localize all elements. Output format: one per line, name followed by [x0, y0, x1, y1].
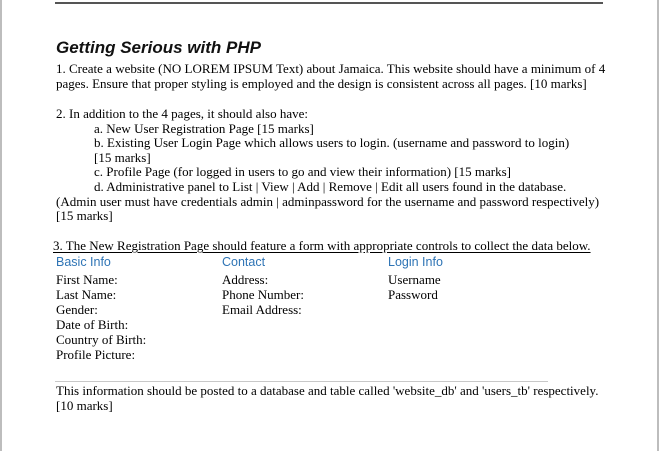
field-country-of-birth: Country of Birth:	[56, 332, 147, 347]
field-gender: Gender:	[56, 302, 98, 317]
field-username: Username	[388, 272, 441, 287]
login-info-heading: Login Info	[388, 255, 443, 269]
field-password: Password	[388, 287, 438, 302]
q1-line-1: 1. Create a website (NO LOREM IPSUM Text) about Jamaica. This website should have a minimum of 4	[56, 61, 606, 76]
basic-info-heading: Basic Info	[56, 255, 111, 269]
q2-admin-marks: [15 marks]	[56, 208, 113, 223]
field-date-of-birth: Date of Birth:	[56, 317, 129, 332]
login-info-fields	[388, 272, 441, 302]
basic-info-fields	[56, 272, 146, 362]
field-phone-number: Phone Number:	[222, 287, 304, 302]
footer-marks: [10 marks]	[56, 398, 113, 413]
q2-item-d: d. Administrative panel to List | View | Add | Remove | Edit all users found in the database.	[94, 179, 567, 194]
q2-item-c: c. Profile Page (for logged in users to go and view their information) [15 marks]	[94, 164, 511, 179]
field-address: Address:	[222, 272, 269, 287]
field-profile-picture: Profile Picture:	[56, 347, 136, 362]
field-first-name: First Name:	[56, 272, 118, 287]
q2-item-a: a. New User Registration Page [15 marks]	[94, 121, 314, 136]
footer-line-1: This information should be posted to a database and table called 'website_db' and 'users_tb' respectively.	[56, 383, 599, 398]
field-email-address: Email Address:	[222, 302, 302, 317]
q2-item-b-line-2: [15 marks]	[94, 150, 151, 165]
top-divider	[55, 2, 603, 4]
q3-intro: 3. The New Registration Page should feature a form with appropriate controls to collect the data below.	[53, 238, 591, 253]
q2-admin-note: (Admin user must have credentials admin | adminpassword for the username and password respectively)	[56, 194, 600, 209]
q1-line-2: pages. Ensure that proper styling is employed and the design is consistent across all pages. [10 marks]	[56, 76, 587, 91]
contact-heading: Contact	[222, 255, 266, 269]
section-divider	[55, 381, 548, 382]
page-left-edge	[0, 0, 2, 451]
q2-item-b-line-1: b. Existing User Login Page which allows users to login. (username and password to login)	[94, 135, 570, 150]
field-last-name: Last Name:	[56, 287, 117, 302]
document-title: Getting Serious with PHP	[56, 38, 261, 57]
q2-intro: 2. In addition to the 4 pages, it should also have:	[56, 106, 309, 121]
contact-fields	[222, 272, 304, 317]
